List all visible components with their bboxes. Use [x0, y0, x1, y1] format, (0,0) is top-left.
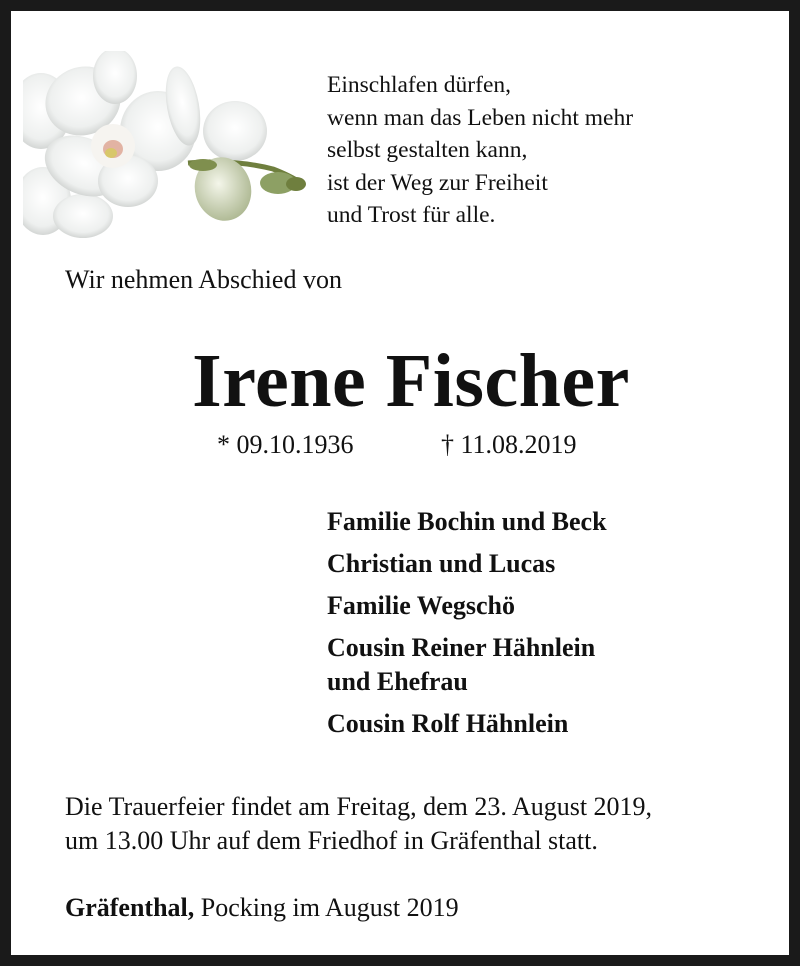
place-name: Gräfenthal,: [65, 893, 195, 922]
mourner-line: Cousin Rolf Hähnlein: [327, 709, 569, 738]
mourner-line: Familie Bochin und Beck: [327, 507, 607, 536]
mourner-entry: [327, 707, 607, 741]
mourner-line: und Ehefrau: [327, 667, 468, 696]
mourner-entry: [327, 547, 607, 581]
mourner-line: Christian und Lucas: [327, 549, 556, 578]
death-date: † 11.08.2019: [441, 430, 577, 459]
funeral-notice: [65, 790, 652, 858]
birth-date: * 09.10.1936: [217, 430, 354, 459]
poem-line: selbst gestalten kann,: [327, 137, 528, 163]
mourner-line: Familie Wegschö: [327, 591, 516, 620]
poem-line: wenn man das Leben nicht mehr: [327, 104, 634, 131]
mourner-line: Cousin Reiner Hähnlein: [327, 633, 596, 662]
place-and-date: [65, 893, 459, 923]
mourner-entry: [327, 505, 607, 539]
deceased-name: Irene Fischer: [192, 339, 630, 423]
funeral-line: Die Trauerfeier findet am Freitag, dem 23. August 2019,: [65, 792, 653, 821]
mourner-entry: [327, 589, 607, 623]
farewell-intro: Wir nehmen Abschied von: [65, 265, 342, 294]
mourner-entry: [327, 631, 607, 699]
funeral-line: um 13.00 Uhr auf dem Friedhof in Gräfenthal statt.: [65, 826, 598, 855]
poem-line: Einschlafen dürfen,: [327, 72, 512, 98]
orchid-flower-icon: [23, 51, 313, 241]
place-date: Pocking im August 2019: [194, 893, 459, 922]
poem-line: und Trost für alle.: [327, 202, 496, 228]
poem-line: ist der Weg zur Freiheit: [327, 169, 548, 196]
poem: [327, 69, 633, 232]
mourners-list: [327, 505, 607, 749]
